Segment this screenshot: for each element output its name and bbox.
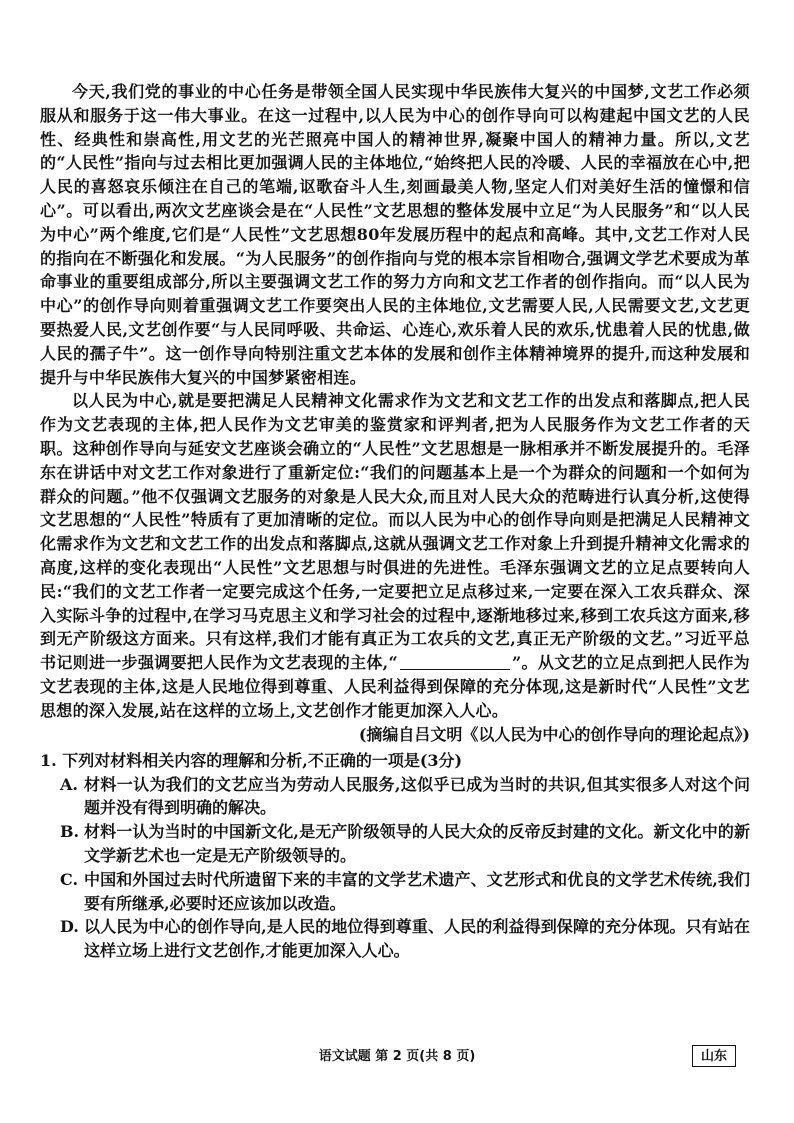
option-b [60, 820, 750, 868]
option-text: 材料一认为当时的中国新文化,是无产阶级领导的人民大众的反帝反封建的文化。新文化中的新文学新艺术也一定是无产阶级领导的。 [84, 822, 750, 865]
question-1-stem: 1. 下列对材料相关内容的理解和分析,不正确的一项是(3分) [40, 750, 463, 770]
option-text: 以人民为中心的创作导向,是人民的地位得到尊重、人民的利益得到保障的充分体现。只有站在这样立场上进行文艺创作,才能更加深入人心。 [84, 917, 750, 961]
option-a [60, 773, 750, 821]
page-content [40, 80, 750, 963]
option-letter: C. [60, 869, 79, 889]
option-letter: A. [60, 774, 78, 794]
option-letter: B. [60, 822, 80, 842]
option-d [60, 915, 750, 963]
option-letter: D. [60, 917, 79, 937]
passage-paragraph-1: 今天,我们党的事业的中心任务是带领全国人民实现中华民族伟大复兴的中国梦,文艺工作必须服从和服务于这一伟大事业。在这一过程中,以人民为中心的创作导向可以构建起中国文艺的人民性、经典性和崇高性,用文艺的光芒照亮中国人的精神世界,凝聚中国人的精神力量。所以,文艺的“人民性”指向与过去相比更加强调人民的主体地位,“始终把人民的冷暖、人民的幸福放在心中,把人民的喜怒哀乐倾注在自己的笔端,讴歌奋斗人生,刻画最美人物,坚定人们对美好生活的憧憬和信心”。可以看出,两次文艺座谈会是在“人民性”文艺思想的整体发展中立足“为人民服务”和“以人民为中心”两个维度,它们是“人民性”文艺思想80年发展历程中的起点和高峰。其中,文艺工作对人民的指向在不断强化和发展。“为人民服务”的创作指向与党的根本宗旨相吻合,强调文学艺术要成为革命事业的重要组成部分,所以主要强调文艺工作的努力方向和文艺工作者的创作指向。而“以人民为中心”的创作导向则着重强调文艺工作要突出人民的主体地位,文艺需要人民,人民需要文艺,文艺更要热爱人民,文艺创作要“与人民同呼吸、共命运、心连心,欢乐着人民的欢乐,忧患着人民的忧患,做人民的孺子牛”。这一创作导向特别注重文艺本体的发展和创作主体精神境界的提升,而这种发展和提升与中华民族伟大复兴的中国梦紧密相连。 [40, 82, 750, 387]
question-1-options [40, 773, 750, 963]
paragraph-2-text-before-blank: 以人民为中心,就是要把满足人民精神文化需求作为文艺和文艺工作的出发点和落脚点,把人民作为文艺表现的主体,把人民作为文艺审美的鉴赏家和评判者,把为人民服务作为文艺工作者的天职。这种创作导向与延安文艺座谈会确立的“人民性”文艺思想是一脉相承并不断发展提升的。毛泽东在讲话中对文艺工作对象进行了重新定位:“我们的问题基本上是一个为群众的问题和一个如何为群众的问题。”他不仅强调文艺服务的对象是人民大众,而且对人民大众的范畴进行认真分析,这使得文艺思想的“人民性”特质有了更加清晰的定位。而以人民为中心的创作导向则是把满足人民精神文化需求作为文艺和文艺工作的出发点和落脚点,这就从强调文艺工作对象上升到提升精神文化需求的高度,这样的变化表现出“人民性”文艺思想与时俱进的先进性。毛泽东强调文艺的立足点要转向人民:“我们的文艺工作者一定要完成这个任务,一定要把立足点移过来,一定要在深入工农兵群众、深入实际斗争的过程中,在学习马克思主义和学习社会的过程中,逐渐地移过来,移到工农兵这方面来,移到无产阶级这方面来。只有这样,我们才能有真正为工农兵的文艺,真正无产阶级的文艺。”习近平总书记则进一步强调要把人民作为文艺表现的主体,“ [40, 391, 750, 673]
option-text: 材料一认为我们的文艺应当为劳动人民服务,这似乎已成为当时的共识,但其实很多人对这个问题并没有得到明确的解决。 [84, 774, 750, 818]
option-text: 中国和外国过去时代所遗留下来的丰富的文学艺术遗产、文艺形式和优良的文学艺术传统,我们要有所继承,必要时还应该加以改造。 [84, 869, 750, 913]
passage-paragraph-2 [40, 389, 750, 722]
option-c [60, 868, 750, 916]
page-number-label: 语文试题 第 2 页(共 8 页) [318, 1049, 476, 1064]
paragraph-2-text-after-blank: ”。从文艺的立足点到把人民作为文艺表现的主体,这是人民地位得到尊重、人民利益得到保障的充分体现,这是新时代“人民性”文艺思想的深入发展,站在这样的立场上,文艺创作才能更加深入人心。 [40, 653, 750, 720]
fill-in-blank [400, 655, 510, 670]
passage-source: (摘编自吕文明《以人民为中心的创作导向的理论起点》) [358, 724, 750, 744]
page-footer [0, 1045, 794, 1069]
region-badge: 山东 [692, 1045, 736, 1067]
